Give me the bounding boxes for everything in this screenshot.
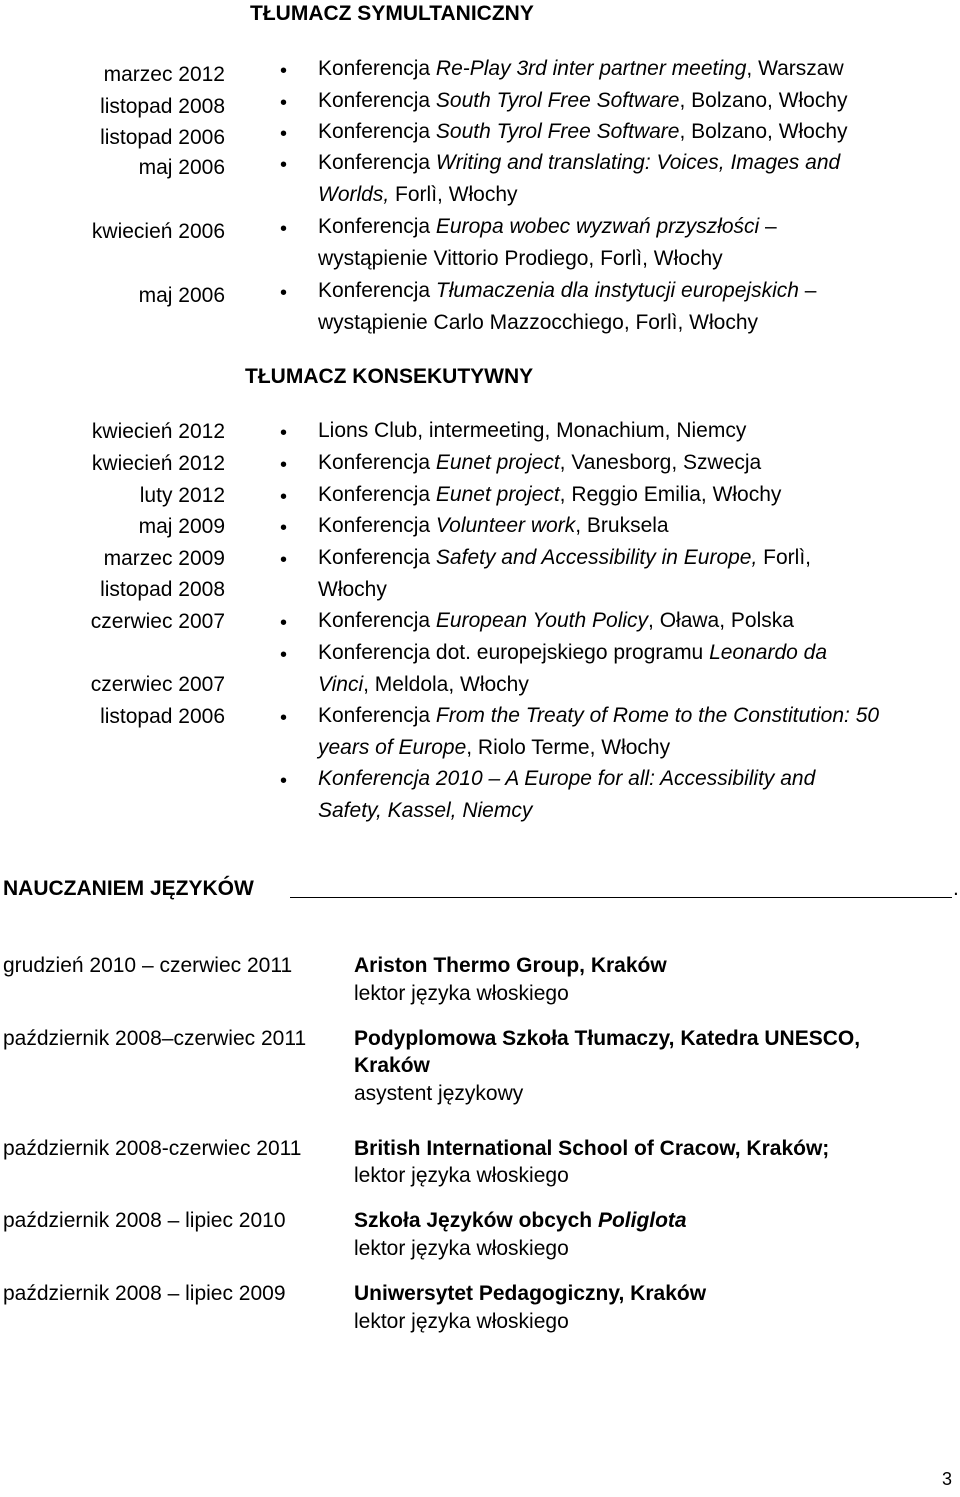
teaching-role: lektor języka włoskiego <box>354 1164 569 1187</box>
bullet: • <box>280 770 288 792</box>
date-label: maj 2009 <box>138 515 225 538</box>
teaching-org: Uniwersytet Pedagogiczny, Kraków <box>354 1282 707 1305</box>
bullet: • <box>280 517 288 539</box>
date-label: czerwiec 2007 <box>90 673 225 696</box>
list-item: Konferencja Europa wobec wyzwań przyszłości – <box>318 215 777 238</box>
date-label: listopad 2006 <box>100 126 225 149</box>
list-item: Konferencja South Tyrol Free Software, Bolzano, Włochy <box>318 120 848 143</box>
section-heading-simultaneous: TŁUMACZ SYMULTANICZNY <box>250 2 534 25</box>
date-label: marzec 2009 <box>103 547 225 570</box>
teaching-org: Podyplomowa Szkoła Tłumaczy, Katedra UNESCO, <box>354 1027 861 1050</box>
teaching-role: lektor języka włoskiego <box>354 1310 569 1333</box>
bullet: • <box>280 282 288 304</box>
list-item-continuation: wystąpienie Carlo Mazzocchiego, Forlì, Włochy <box>318 311 758 334</box>
teaching-role: asystent językowy <box>354 1082 524 1105</box>
list-item: Konferencja Eunet project, Vanesborg, Szwecja <box>318 451 762 474</box>
bullet: • <box>280 644 288 666</box>
teaching-date: grudzień 2010 – czerwiec 2011 <box>3 954 293 977</box>
date-label: listopad 2006 <box>100 705 225 728</box>
date-label: kwiecień 2012 <box>91 452 225 475</box>
heading-trail: . <box>953 877 959 900</box>
bullet: • <box>280 454 288 476</box>
teaching-date: październik 2008-czerwiec 2011 <box>3 1137 302 1160</box>
teaching-role: lektor języka włoskiego <box>354 982 569 1005</box>
teaching-org: Ariston Thermo Group, Kraków <box>354 954 667 977</box>
list-item: Konferencja Eunet project, Reggio Emilia, Włochy <box>318 483 782 506</box>
teaching-org-continuation: Kraków <box>354 1054 430 1077</box>
teaching-date: październik 2008–czerwiec 2011 <box>3 1027 307 1050</box>
list-item-continuation: wystąpienie Vittorio Prodiego, Forlì, Włochy <box>318 247 723 270</box>
list-item: Konferencja From the Treaty of Rome to the Constitution: 50 <box>318 704 880 727</box>
list-item: Konferencja Writing and translating: Voices, Images and <box>318 151 841 174</box>
date-label: kwiecień 2012 <box>91 420 225 443</box>
bullet: • <box>280 92 288 114</box>
bullet: • <box>280 707 288 729</box>
list-item: Konferencja Safety and Accessibility in Europe, Forlì, <box>318 546 811 569</box>
section-heading-teaching: NAUCZANIEM JĘZYKÓW <box>3 877 254 900</box>
teaching-role: lektor języka włoskiego <box>354 1237 569 1260</box>
date-label: maj 2006 <box>138 284 225 307</box>
date-label: maj 2006 <box>138 156 225 179</box>
list-item: Konferencja Re-Play 3rd inter partner meeting, Warszaw <box>318 57 844 80</box>
teaching-date: październik 2008 – lipiec 2009 <box>3 1282 286 1305</box>
date-label: listopad 2008 <box>100 95 225 118</box>
list-item-continuation: Vinci, Meldola, Włochy <box>318 673 529 696</box>
teaching-org: Szkoła Języków obcych Poliglota <box>354 1209 687 1232</box>
section-heading-consecutive: TŁUMACZ KONSEKUTYWNY <box>245 365 534 388</box>
teaching-org: British International School of Cracow, Kraków; <box>354 1137 830 1160</box>
date-label: luty 2012 <box>139 484 225 507</box>
list-item: Konferencja dot. europejskiego programu Leonardo da <box>318 641 828 664</box>
bullet: • <box>280 486 288 508</box>
bullet: • <box>280 422 288 444</box>
bullet: • <box>280 612 288 634</box>
list-item-continuation: Worlds, Forlì, Włochy <box>318 183 518 206</box>
bullet: • <box>280 123 288 145</box>
list-item-continuation: Safety, Kassel, Niemcy <box>318 799 533 822</box>
bullet: • <box>280 60 288 82</box>
bullet: • <box>280 218 288 240</box>
list-item: Konferencja Tłumaczenia dla instytucji europejskich – <box>318 279 817 302</box>
date-label: czerwiec 2007 <box>90 610 225 633</box>
list-item: Konferencja Volunteer work, Bruksela <box>318 514 669 537</box>
page-number: 3 <box>942 1469 953 1489</box>
date-label: marzec 2012 <box>103 63 225 86</box>
list-item: Konferencja 2010 – A Europe for all: Accessibility and <box>318 767 816 790</box>
heading-underline <box>290 897 952 898</box>
list-item-continuation: Włochy <box>318 578 387 601</box>
date-label: kwiecień 2006 <box>91 220 225 243</box>
date-label: listopad 2008 <box>100 578 225 601</box>
list-item: Konferencja South Tyrol Free Software, Bolzano, Włochy <box>318 89 848 112</box>
list-item-continuation: years of Europe, Riolo Terme, Włochy <box>318 736 671 759</box>
bullet: • <box>280 154 288 176</box>
teaching-date: październik 2008 – lipiec 2010 <box>3 1209 286 1232</box>
bullet: • <box>280 549 288 571</box>
list-item: Konferencja European Youth Policy, Oława, Polska <box>318 609 794 632</box>
list-item: Lions Club, intermeeting, Monachium, Niemcy <box>318 419 747 442</box>
